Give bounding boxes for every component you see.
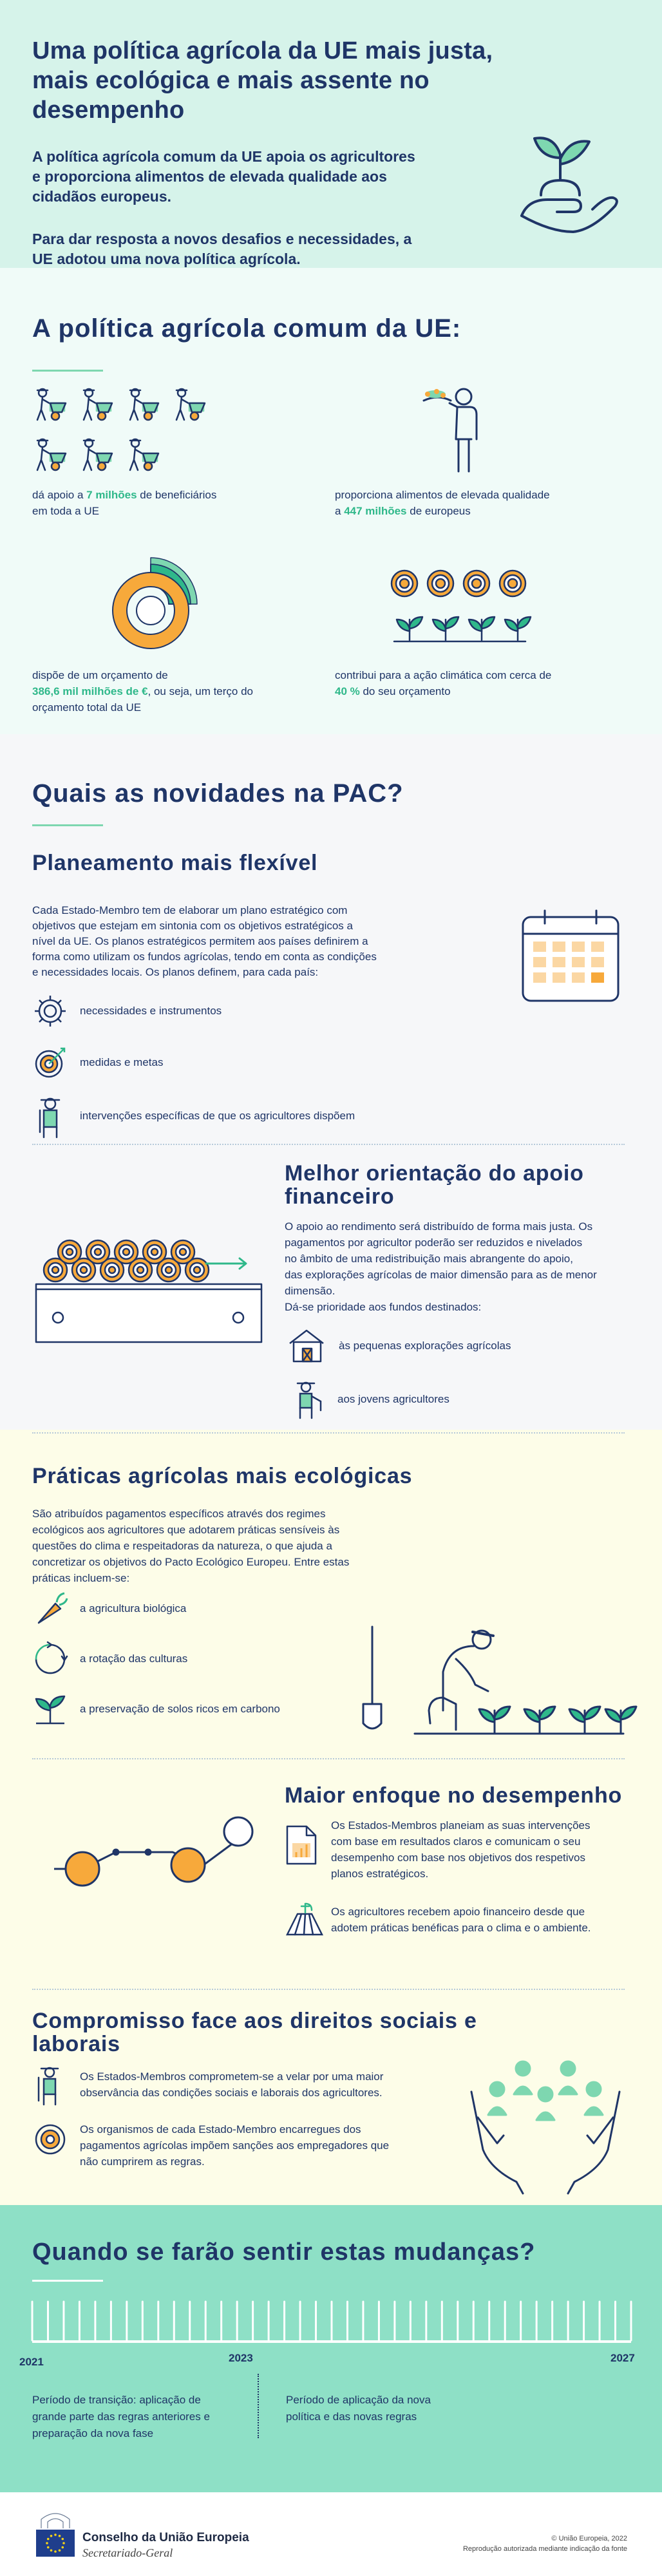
coins-on-table-icon — [32, 1251, 264, 1347]
green-item-carbon-soils: a preservação de solos ricos em carbono — [32, 1691, 280, 1727]
eu-star — [54, 2533, 57, 2536]
eu-star — [59, 2535, 61, 2537]
title-underline — [32, 824, 103, 826]
hero-title: Uma política agrícola da UE mais justa, mais ecológica e mais assente no desempenho — [32, 37, 493, 124]
eu-star — [61, 2546, 64, 2549]
farmhouse-icon — [287, 1328, 327, 1364]
section-divider — [32, 1432, 625, 1434]
phase-transition: Período de transição: aplicação de grande parte das regras anteriores e preparação da nova fase — [32, 2394, 210, 2439]
sprout-icon — [32, 1691, 68, 1727]
year-2027: 2027 — [610, 2352, 635, 2364]
hands-and-people-icon — [465, 2053, 626, 2195]
reproduction-note: Reprodução autorizada mediante indicação da fonte — [462, 2545, 627, 2553]
section-divider — [32, 1758, 625, 1759]
farmer-icon — [32, 1094, 68, 1139]
farmer-with-food-icon — [419, 381, 489, 478]
support-title: Melhor orientação do apoio financeiro — [285, 1161, 584, 1209]
coins-and-plants-icon — [390, 569, 528, 649]
news-section — [0, 734, 662, 1430]
stat-consumers: proporciona alimentos de elevada qualidade a 447 milhões de europeus — [335, 489, 550, 517]
hero-intro: A política agrícola comum da UE apoia os agricultores e proporciona alimentos de elevada qualidade aos cidadãos europeus. — [32, 148, 415, 205]
calendar-icon — [519, 908, 622, 1005]
planning-item-measures: medidas e metas — [32, 1045, 163, 1081]
eu-flag-icon — [36, 2530, 75, 2557]
planning-text: Cada Estado-Membro tem de elaborar um plano estratégico com objetivos que estejam em sintonia com os objetivos estratégicos a nível da UE. Os planos estratégicos permitem aos países definirem a forma como utilizam os fundos agrícolas, tendo em conta as condições e necessidades locais. Os planos definem, para cada país: — [32, 904, 377, 978]
eu-star — [50, 2535, 53, 2537]
eu-star — [47, 2538, 50, 2541]
timeline-section — [0, 2205, 662, 2492]
green-item-rotation: a rotação das culturas — [32, 1641, 187, 1677]
hero-section — [0, 0, 662, 268]
connected-nodes-icon — [52, 1814, 258, 1910]
phase-divider — [258, 2374, 259, 2438]
section-divider — [32, 1989, 625, 1990]
target-icon — [32, 1045, 68, 1081]
social-title: Compromisso face aos direitos sociais e laborais — [32, 2009, 477, 2056]
watering-field-icon — [285, 1901, 325, 1937]
performance-title: Maior enfoque no desempenho — [285, 1783, 623, 1808]
budget-chart-icon — [109, 558, 206, 654]
footer — [0, 2492, 662, 2576]
stat-budget: dispõe de um orçamento de 386,6 mil milhões de €, ou seja, um terço do orçamento total da UE — [32, 669, 254, 714]
support-item-small-farms: às pequenas explorações agrícolas — [287, 1328, 511, 1364]
timeline-ruler — [32, 2302, 631, 2347]
farmers-icon — [32, 388, 225, 484]
green-title: Práticas agrícolas mais ecológicas — [32, 1464, 413, 1488]
planning-item-interventions: intervenções específicas de que os agricultores dispõem — [32, 1094, 355, 1139]
section-divider — [32, 1144, 625, 1145]
year-2021: 2021 — [19, 2356, 44, 2368]
news-title: Quais as novidades na PAC? — [32, 779, 404, 808]
support-item-young-farmers: aos jovens agricultores — [291, 1378, 449, 1421]
stat-beneficiaries: dá apoio a 7 milhões de beneficiários em toda a UE — [32, 489, 217, 517]
council-logo-icon — [36, 2506, 94, 2530]
title-underline — [32, 2280, 103, 2282]
gear-icon — [32, 993, 68, 1029]
planning-item-needs: necessidades e instrumentos — [32, 993, 222, 1029]
eu-star — [54, 2550, 57, 2553]
young-farmer-icon — [291, 1378, 326, 1421]
eu-star — [59, 2549, 61, 2552]
hero-intro-2: Para dar resposta a novos desafios e necessidades, a UE adotou uma nova política agrícola. — [32, 231, 412, 267]
org-name: Conselho da União Europeia — [82, 2531, 249, 2544]
cap-title: A política agrícola comum da UE: — [32, 314, 462, 343]
carrot-icon — [32, 1591, 68, 1627]
copyright: © União Europeia, 2022 — [551, 2535, 627, 2543]
support-text: O apoio ao rendimento será distribuído de forma mais justa. Os pagamentos por agricultor poderão ser reduzidos e nivelados no âmbito de uma redistribuição mais abrangente do apoio, das explorações agrícolas de maior dimensão para as de menor dimensão. Dá-se prioridade aos fundos destinados: — [285, 1220, 597, 1313]
eu-star — [62, 2542, 65, 2544]
green-section: Práticas agrícolas mais ecológicas São atribuídos pagamentos específicos através dos regimes ecológicos aos agricultores que adotarem práticas sensíveis às questões do clima e respeitadoras da natureza, o que ajuda a concretizar os objetivos do Pacto Ecológico Europeu. Entre estas práticas incluem-se: a agricultura biológica a rotação das culturas a preservação de solos ricos em carbono Maior enfoque no desempenho Os Estados-Membros planeiam as suas intervenções com base em resultados claros e comunicam o seu desempenho com base nos objetivos dos respetivos planos estratégicos. Os agricultores recebem apoio financeiro desde que adotem práticas benéficas para o clima e o ambiente. Compromisso face aos direitos sociais e laborais Os Estados-Membros comprometem-se a velar por uma maior observância das condições sociais e laborais dos agricultores. Os organismos de cada Estado-Membro encarregues dos pagamentos agrícolas impõem sanções aos empregadores que não cumprirem as regras. — [0, 1430, 662, 2205]
green-text: São atribuídos pagamentos específicos através dos regimes ecológicos aos agricultores que adotarem práticas sensíveis às questões do clima e respeitadoras da natureza, o que ajuda a concretizar os objetivos do Pacto Ecológico Europeu. Entre estas práticas incluem-se: — [32, 1508, 350, 1584]
year-2023: 2023 — [229, 2352, 253, 2364]
rotation-icon — [32, 1641, 68, 1677]
cap-section — [0, 268, 662, 734]
eu-star — [46, 2542, 48, 2544]
green-item-organic: a agricultura biológica — [32, 1591, 186, 1627]
planning-title: Planeamento mais flexível — [32, 851, 318, 875]
eu-star — [50, 2549, 53, 2552]
stat-climate: contribui para a ação climática com cerca de 40 % do seu orçamento — [335, 669, 552, 697]
document-icon — [285, 1824, 318, 1866]
phase-application: Período de aplicação da nova política e das novas regras — [286, 2394, 431, 2423]
farmer-planting-icon — [353, 1620, 630, 1743]
eu-star — [61, 2538, 64, 2541]
farmer-icon — [32, 2063, 68, 2106]
title-underline — [32, 370, 103, 372]
timeline-title: Quando se farão sentir estas mudanças? — [32, 2239, 536, 2266]
target-icon — [32, 2121, 68, 2157]
hand-with-seedling-icon — [502, 119, 631, 248]
org-sub: Secretariado-Geral — [82, 2546, 173, 2559]
eu-star — [47, 2546, 50, 2549]
